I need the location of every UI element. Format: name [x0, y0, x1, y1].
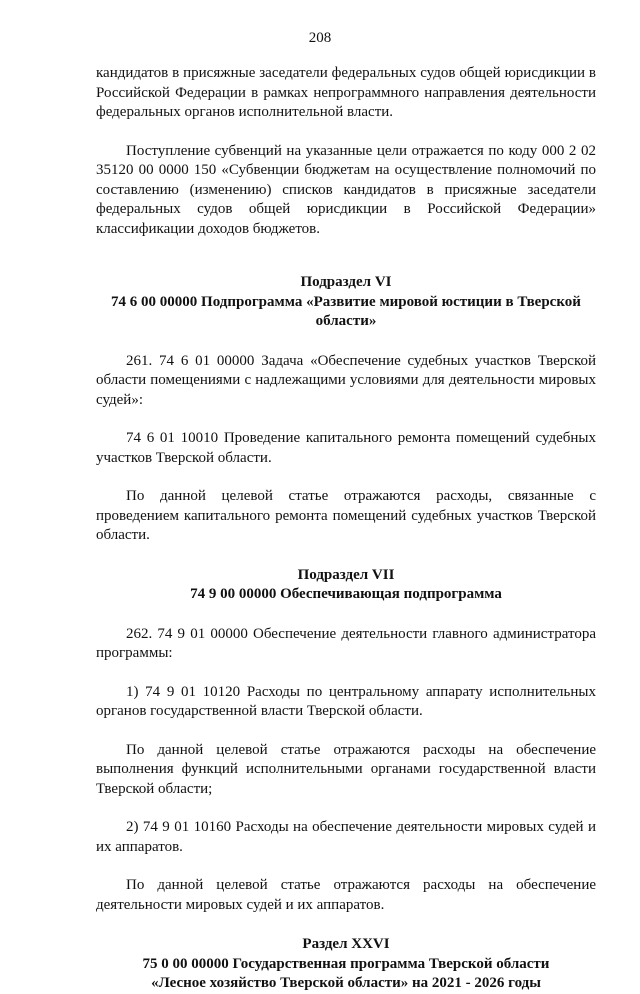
section-26-subtitle-line-1: 75 0 00 00000 Государственная программа Тверской области [142, 955, 550, 972]
paragraph-3: 261. 74 6 01 00000 Задача «Обеспечение судебных участков Тверской области помещениями с надлежащими условиями для деятельности мировых судей»: [96, 352, 596, 408]
section-26-title: Раздел XXVI [302, 936, 390, 952]
paragraph-8: По данной целевой статье отражаются расходы на обеспечение выполнения функций исполнительными органами государственной власти Тверской области; [96, 741, 596, 797]
paragraph-5: По данной целевой статье отражаются расходы, связанные с проведением капитального ремонта помещений судебных участков Тверской области. [96, 488, 596, 543]
subsection-7-title: Подраздел VII [297, 566, 395, 583]
page-number: 208 [308, 30, 332, 46]
paragraph-10: По данной целевой статье отражаются расходы на обеспечение деятельности мировых судей и их аппаратов. [96, 877, 596, 913]
document-body [96, 64, 596, 994]
paragraph-9: 2) 74 9 01 10160 Расходы на обеспечение деятельности мировых судей и их аппаратов. [96, 819, 596, 855]
paragraph-4: 74 6 01 10010 Проведение капитального ремонта помещений судебных участков Тверской области. [96, 430, 596, 466]
paragraph-7: 1) 74 9 01 10120 Расходы по центральному аппарату исполнительных органов государственной власти Тверской области. [96, 683, 596, 719]
paragraph-2: Поступление субвенций на указанные цели отражается по коду 000 2 02 35120 00 0000 150 «Субвенции бюджетам на осуществление полномочий по составлению (изменению) списков кандидатов в присяжные заседатели федеральных судов общей юрисдикции в Российской Федерации» классификации доходов бюджетов. [96, 142, 596, 237]
section-26-subtitle-line-2: «Лесное хозяйство Тверской области» на 2021 - 2026 годы [151, 975, 541, 991]
subsection-6-title: Подраздел VI [300, 274, 392, 290]
paragraph-1: кандидатов в присяжные заседатели федеральных судов общей юрисдикции в Российской Федерации в рамках непрограммного направления деятельности федеральных органов исполнительной власти. [96, 65, 596, 120]
subsection-7-subtitle: 74 9 00 00000 Обеспечивающая подпрограмма [190, 586, 502, 602]
subsection-6-subtitle: 74 6 00 00000 Подпрограмма «Развитие мировой юстиции в Тверской области» [111, 293, 581, 329]
paragraph-6: 262. 74 9 01 00000 Обеспечение деятельности главного администратора программы: [96, 625, 596, 661]
